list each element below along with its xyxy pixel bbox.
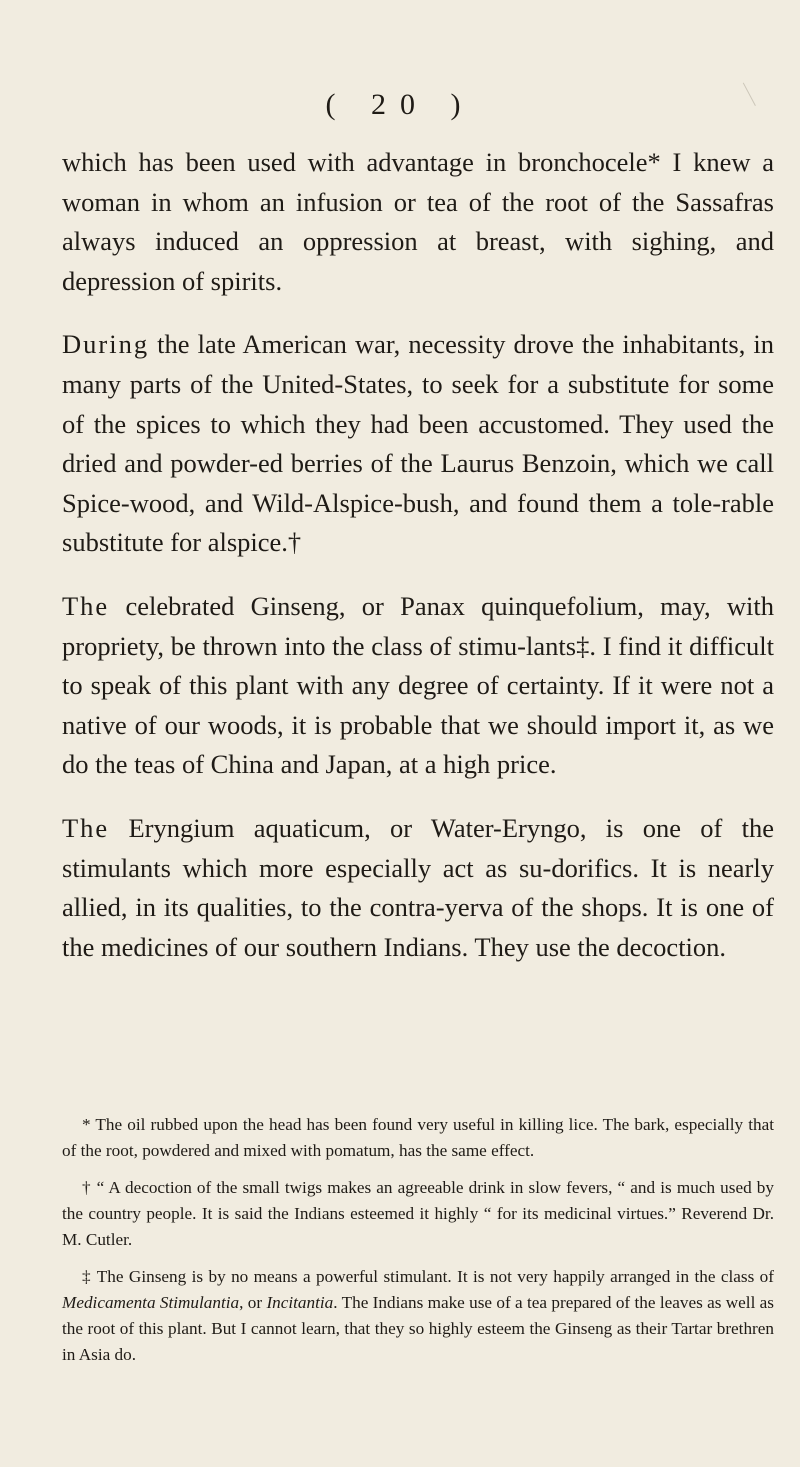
paragraph-bronchocele: which has been used with advantage in bronchocele* I knew a woman in whom an infusion or tea of the root of the Sassafras always induced an oppression at breast, with sighing, and depression of spirits. <box>62 147 774 296</box>
footnotes <box>62 1112 774 1368</box>
footnote-double-dagger <box>62 1264 774 1368</box>
page-number: ( 20 ) <box>325 88 475 121</box>
paragraph-text: the late American war, necessity drove the inhabitants, in many parts of the United-States, to seek for a substitute for some of the spices to which they had been accustomed. They used the dried and powder-ed berries of the Laurus Benzoin, which we call Spice-wood, and Wild-Alspice-bush, and found them a tole-rable substitute for alspice.† <box>62 329 774 558</box>
footnote-text: . The Indians make use of a tea prepared of the leaves as well as the root of this plant. But I cannot learn, that they so highly esteem the Ginseng as their Tartar brethren in Asia do. <box>62 1293 774 1364</box>
footnote-text: , or <box>239 1293 267 1312</box>
footnote-latin-term: Incitantia <box>266 1293 334 1312</box>
paragraph-ginseng <box>62 587 774 785</box>
main-text <box>62 143 774 967</box>
footnote-text: ‡ The Ginseng is by no means a powerful stimulant. It is not very happily arranged in the class of <box>82 1267 774 1286</box>
footnote-asterisk: * The oil rubbed upon the head has been found very useful in killing lice. The bark, especially that of the root, powdered and mixed with pomatum, has the same effect. <box>62 1115 774 1160</box>
footnote-dagger: † “ A decoction of the small twigs makes an agreeable drink in slow fevers, “ and is much used by the country people. It is said the Indians esteemed it highly “ for its medicinal virtues.” Reverend Dr. M. Cutler. <box>62 1178 774 1249</box>
paragraph-american-war <box>62 325 774 563</box>
paragraph-text: Eryngium aquaticum, or Water-Eryngo, is one of the stimulants which more especially act as su-dorifics. It is nearly allied, in its qualities, to the contra-yerva of the shops. It is one of the medicines of our southern Indians. They use the decoction. <box>62 812 774 962</box>
paragraph-lead-word: The <box>62 812 110 843</box>
paragraph-eryngium <box>62 809 774 967</box>
paragraph-lead-word: The <box>62 590 110 621</box>
footnote-latin-term: Medicamenta Stimulantia <box>62 1293 240 1312</box>
paragraph-lead-word: During <box>62 329 150 360</box>
paragraph-text: celebrated Ginseng, or Panax quinquefolium, may, with propriety, be thrown into the class of stimu-lants‡. I find it difficult to speak of this plant with any degree of certainty. If it were not a native of our woods, it is probable that we should import it, as we do the teas of China and Japan, at a high price. <box>62 590 774 780</box>
